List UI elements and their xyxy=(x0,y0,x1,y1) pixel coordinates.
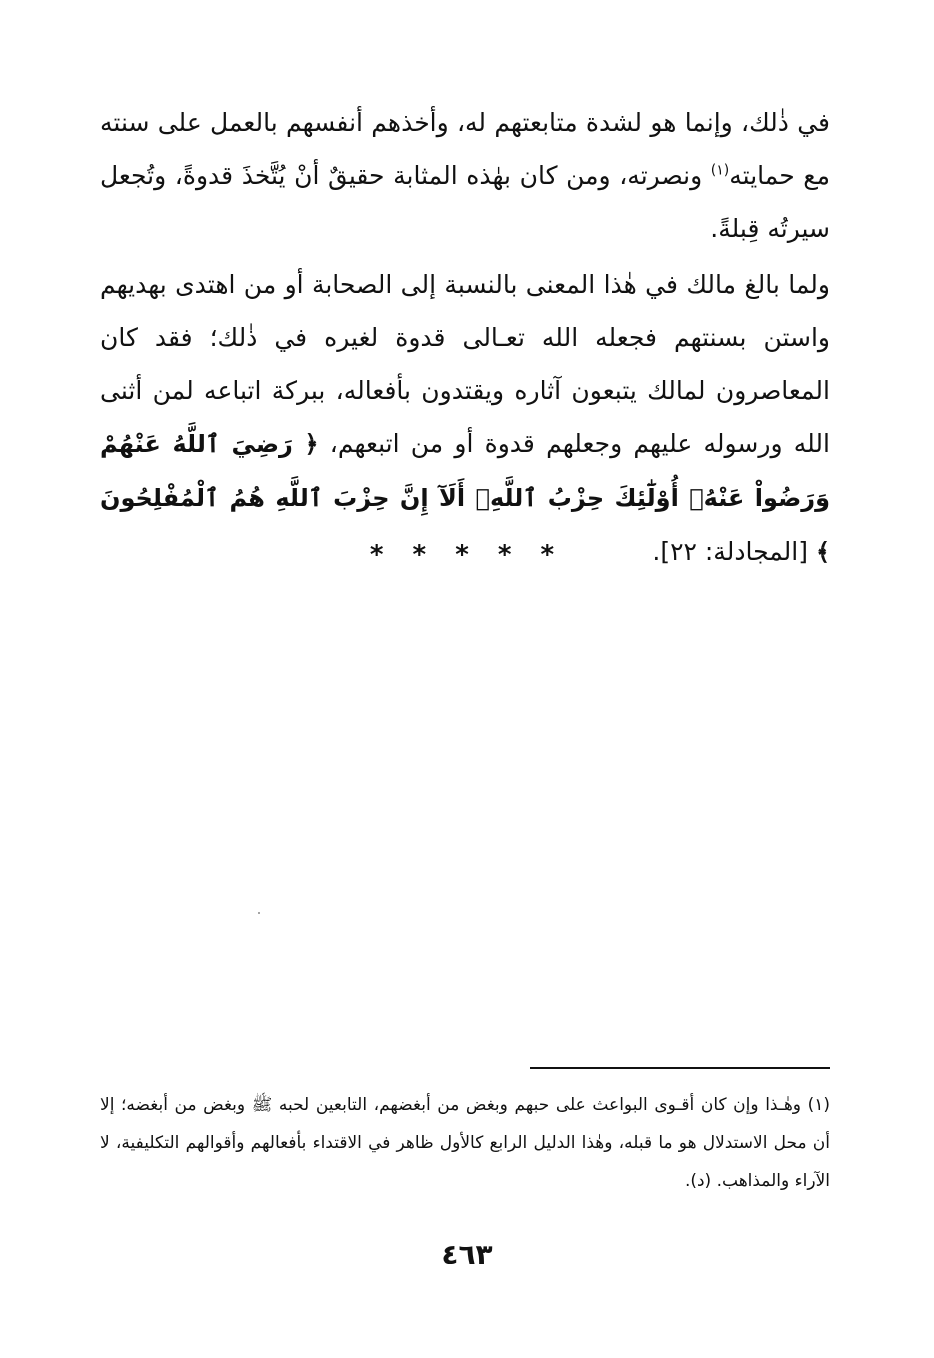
verse-citation: [المجادلة: ٢٢]. xyxy=(652,537,816,566)
paragraph-2-text: ولما بالغ مالك في هٰذا المعنى بالنسبة إلى الصحابة أو من اهتدى بهديهم واستن بسنتهم فجعله الله تعـالى قدوة لغيره في ذٰلك؛ فقد كان المعاصرون لمالك يتبعون آثاره ويقتدون بأفعاله، ببركة اتباعه لمن أثنى الله ورسوله عليهم وجعلهم قدوة أو من اتبعهم، xyxy=(100,270,830,458)
section-separator: * * * * * xyxy=(369,540,565,570)
paragraph-2 xyxy=(100,258,830,579)
paragraph-1 xyxy=(100,96,830,255)
paragraph-1-continuation: ونصرته، ومن كان بهٰذه المثابة حقيقٌ أنْ يُتَّخذَ قدوةً، وتُجعل سيرتُه قِبلةً. xyxy=(100,161,830,243)
scan-speck xyxy=(258,912,260,914)
footnote-divider xyxy=(530,1067,830,1069)
page-number: ٤٦٣ xyxy=(441,1238,493,1271)
quran-verse: ﴿ رَضِيَ ٱللَّهُ عَنْهُمْ وَرَضُواْ عَنْهُۚ أُوْلَٰٓئِكَ حِزْبُ ٱللَّهِۚ أَلَآ إِنَّ حِزْبَ ٱللَّهِ هُمُ ٱلْمُفْلِحُونَ ﴾ xyxy=(100,430,830,566)
footnote: (١) وهٰـذا وإن كان أقـوى البواعث على حبهم وبغض من أبغضهم، التابعين لحبه ﷺ وبغض من أبغضه؛ إلا أن محل الاستدلال هو ما قبله، وهٰذا الدليل الرابع كالأول ظاهر في الاقتداء بأفعالهم وأقوالهم التكليفية، لا الآراء والمذاهب. (د). xyxy=(100,1095,830,1191)
paragraph-1-text: في ذٰلك، وإنما هو لشدة متابعتهم له، وأخذهم أنفسهم بالعمل على سنته مع حمايته xyxy=(100,108,830,190)
footnote-reference: (١) xyxy=(710,162,730,179)
